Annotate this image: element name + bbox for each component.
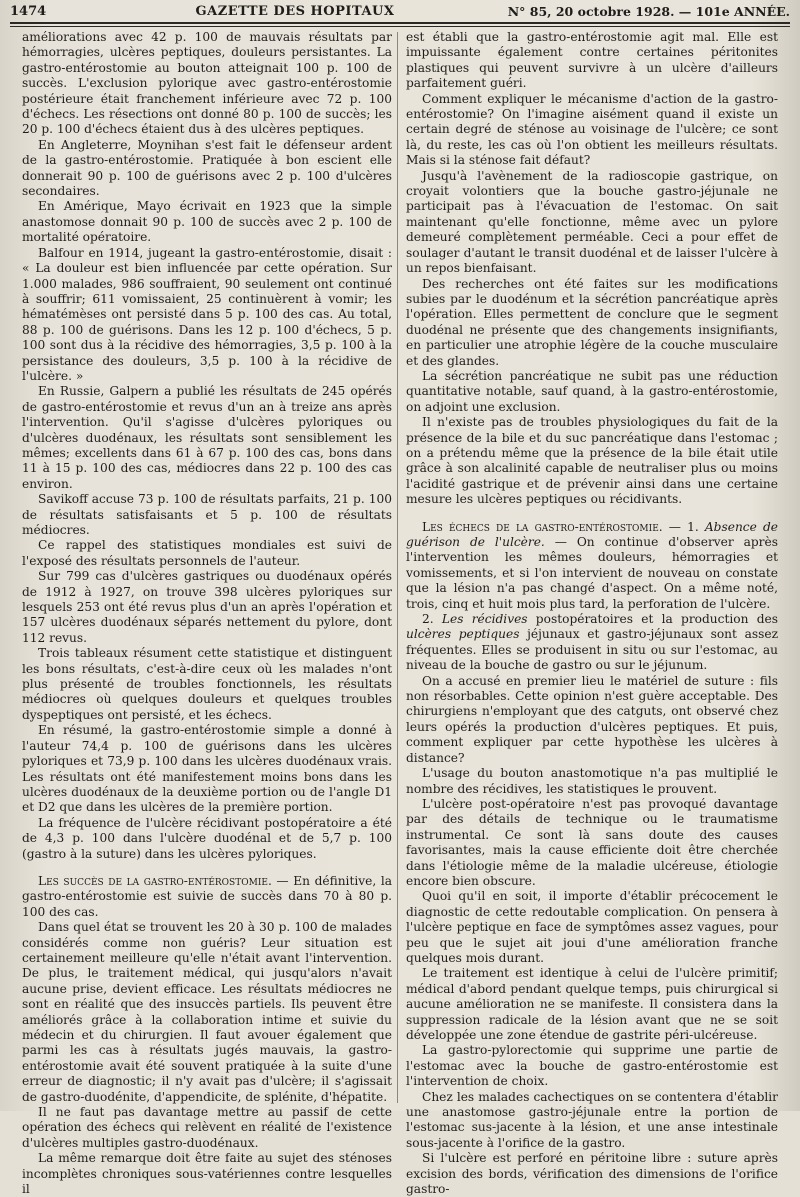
paragraph: Balfour en 1914, jugeant la gastro-entérostomie, disait : « La douleur est bien influencée par cette opération. Sur 1.000 malades, 986 souffraient, 90 seulement ont continué à souffrir; 611 vomissaient, 25 continuèrent à vomir; les hématémèses ont persisté dans 5 p. 100 des cas. Au total, 88 p. 100 de guérisons. Dans les 12 p. 100 d'échecs, 5 p. 100 sont dus à la récidive des hémorragies, 3,5 p. 100 à la persistance des douleurs, 3,5 p. 100 à la récidive de l'ulcère. » bbox=[22, 245, 392, 383]
paragraph: Savikoff accuse 73 p. 100 de résultats parfaits, 21 p. 100 de résultats satisfaisants et 5 p. 100 de résultats médiocres. bbox=[22, 492, 392, 537]
italic-term: ulcères peptiques bbox=[406, 627, 520, 642]
running-header bbox=[10, 0, 790, 24]
paragraph: En Russie, Galpern a publié les résultats de 245 opérés de gastro-entérostomie et revus d'un an à treize ans après l'intervention. Qu'il s'agisse d'ulcères pyloriques ou d'ulcères duodénaux, les résultats sont sensiblement les mêmes; excellents dans 61 à 67 p. 100 des cas, bons dans 11 à 15 p. 100 des cas, médiocres dans 22 p. 100 des cas environ. bbox=[22, 384, 392, 491]
section-number: — 1. bbox=[662, 519, 705, 534]
section-text: — On continue d'observer après l'intervention les mêmes douleurs, hémorragies et vomissements, et si l'on intervient de nouveau on constate que la lésion n'a pas changé d'aspect. On a même noté, trois, cinq et huit mois plus tard, la perforation de l'ulcère. bbox=[406, 535, 778, 611]
paragraph: Trois tableaux résument cette statistique et distinguent les bons résultats, c'est-à-dire ceux où les malades n'ont plus présenté de troubles fonctionnels, les résultats médiocres où quelques douleurs et quelques troubles dyspeptiques ont persisté, et les échecs. bbox=[22, 646, 392, 722]
paragraph: Il n'existe pas de troubles physiologiques du fait de la présence de la bile et du suc pancréatique dans l'estomac ; on a prétendu même que la présence de la bile était utile grâce à son alcalinité capable de neutraliser plus ou moins l'acidité gastrique et de prévenir ainsi dans une certaine mesure les ulcères peptiques ou récidivants. bbox=[406, 415, 778, 507]
paragraph: En Angleterre, Moynihan s'est fait le défenseur ardent de la gastro-entérostomie. Pratiquée à bon escient elle donnerait 90 p. 100 de guérisons avec 2 p. 100 d'ulcères secondaires. bbox=[22, 137, 392, 199]
paragraph: Comment expliquer le mécanisme d'action de la gastro-entérostomie? On l'imagine aisément quand il existe un certain degré de sténose au voisinage de l'ulcère; ce sont là, du reste, les cas où l'on obtient les meilleurs résultats. Mais si la sténose fait défaut? bbox=[406, 91, 778, 168]
paragraph: Chez les malades cachectiques on se contentera d'établir une anastomose gastro-jéjunale entre la portion de l'estomac sus-jacente à la lésion, et une anse intestinale sous-jacente à l'orifice de la gastro. bbox=[406, 1089, 778, 1150]
italic-term: Les récidives bbox=[441, 612, 528, 627]
paragraph bbox=[406, 612, 778, 674]
paragraph: Sur 799 cas d'ulcères gastriques ou duodénaux opérés de 1912 à 1927, on trouve 398 ulcères pyloriques sur lesquels 253 ont été revus plus d'un an après l'opération et 157 ulcères duodénaux séparés nettement du pylore, dont 112 revus. bbox=[22, 569, 392, 645]
paragraph: améliorations avec 42 p. 100 de mauvais résultats par hémorragies, ulcères peptiques, douleurs persistantes. La gastro-entérostomie au bouton atteignait 100 p. 100 de succès. L'exclusion pylorique avec gastro-entérostomie postérieure était franchement inférieure avec 72 p. 100 d'échecs. Les résections ont donné 80 p. 100 de succès; les 20 p. 100 d'échecs étaient dus à des ulcères peptiques. bbox=[22, 30, 392, 137]
paragraph: Ce rappel des statistiques mondiales est suivi de l'exposé des résultats personnels de l'auteur. bbox=[22, 538, 392, 568]
paragraph: Dans quel état se trouvent les 20 à 30 p. 100 de malades considérés comme non guéris? Leur situation est certainement meilleure qu'elle n'était avant l'intervention. De plus, le traitement médical, qui jusqu'alors n'avait aucune prise, devient efficace. Les résultats médiocres ne sont en réalité que des insuccès partiels. Ils peuvent être améliorés grâce à la collaboration intime et suivie du médecin et du chirurgien. Il faut avouer également que parmi les cas à résultats jugés mauvais, la gastro-entérostomie avait été souvent pratiquée à la suite d'une erreur de diagnostic; il n'y avait pas d'ulcère; il s'agissait de gastro-duodénite, d'appendicite, de splénite, d'hépatite. bbox=[22, 920, 392, 1104]
paragraph: En Amérique, Mayo écrivait en 1923 que la simple anastomose donnait 90 p. 100 de succès avec 2 p. 100 de mortalité opératoire. bbox=[22, 199, 392, 245]
paragraph: Quoi qu'il en soit, il importe d'établir précocement le diagnostic de cette redoutable complication. On pensera à l'ulcère peptique en face de symptômes assez vagues, pour peu que le sujet ait joui d'une amélioration franche quelques mois durant. bbox=[406, 889, 778, 965]
paragraph: Il ne faut pas davantage mettre au passif de cette opération des échecs qui relèvent en réalité de l'existence d'ulcères multiples gastro-duodénaux. bbox=[22, 1105, 392, 1150]
paragraph: On a accusé en premier lieu le matériel de suture : fils non résorbables. Cette opinion n'est guère acceptable. Des chirurgiens n'employant que des catguts, ont observé chez leurs opérés la production d'ulcères peptiques. Et puis, comment expliquer par cette hypothèse les ulcères à distance? bbox=[406, 673, 778, 765]
section-heading: Les échecs de la gastro-entérostomie. bbox=[422, 519, 663, 534]
paragraph-text: jéjunaux et gastro-jéjunaux sont assez fréquentes. Elles se produisent in situ ou sur l'estomac, au niveau de la bouche de gastro ou sur le jéjunum. bbox=[406, 627, 778, 673]
paragraph: Jusqu'à l'avènement de la radioscopie gastrique, on croyait volontiers que la bouche gastro-jéjunale ne participait pas à l'évacuation de l'estomac. On sait maintenant qu'elle fonctionne, même avec un pylore demeuré complètement perméable. Ceci a pour effet de soulager d'autant le transit duodénal et de laisser l'ulcère à un repos bienfaisant. bbox=[406, 168, 778, 276]
header-rule bbox=[10, 26, 790, 27]
paragraph: L'ulcère post-opératoire n'est pas provoqué davantage par des détails de technique ou le traumatisme instrumental. Ce sont là sans doute des causes favorisantes, mais la cause efficiente doit être cherchée dans l'étiologie même de la maladie ulcéreuse, étiologie encore bien obscure. bbox=[406, 796, 778, 888]
paragraph: L'usage du bouton anastomotique n'a pas multiplié le nombre des récidives, les statistiques le prouvent. bbox=[406, 766, 778, 796]
paragraph-text: postopératoires et la production des bbox=[527, 612, 778, 627]
paragraph: La même remarque doit être faite au sujet des sténoses incomplètes chroniques sous-vatériennes contre lesquelles il bbox=[22, 1151, 392, 1197]
section-text: — En définitive, la gastro-entérostomie est suivie de succès dans 70 à 80 p. 100 des cas. bbox=[22, 873, 392, 919]
paragraph: En résumé, la gastro-entérostomie simple a donné à l'auteur 74,4 p. 100 de guérisons dans les ulcères pyloriques et 73,9 p. 100 dans les ulcères duodénaux vrais. Les résultats ont été manifestement moins bons dans les ulcères duodénaux de la deuxième portion ou de l'angle D1 et D2 que dans les ulcères de la première portion. bbox=[22, 723, 392, 815]
page-number: 1474 bbox=[10, 3, 47, 19]
paragraph: est établi que la gastro-entérostomie agit mal. Elle est impuissante également contre certaines péritonites plastiques qui peuvent survivre à un ulcère d'ailleurs parfaitement guéri. bbox=[406, 30, 778, 91]
section-paragraph bbox=[406, 520, 778, 612]
section-subheading: Absence de guérison de l'ulcère. bbox=[406, 519, 778, 549]
column-divider bbox=[397, 32, 398, 1103]
section-paragraph bbox=[22, 874, 392, 920]
right-column bbox=[406, 30, 778, 1197]
journal-title: GAZETTE DES HOPITAUX bbox=[195, 3, 395, 19]
paragraph: La gastro-pylorectomie qui supprime une partie de l'estomac avec la bouche de gastro-entérostomie est l'intervention de choix. bbox=[406, 1043, 778, 1089]
paragraph: Des recherches ont été faites sur les modifications subies par le duodénum et la sécrétion pancréatique après l'opération. Elles permettent de conclure que le segment duodénal ne présente que des changements insignifiants, en particulier une atrophie légère de la couche musculaire et des glandes. bbox=[406, 276, 778, 368]
paragraph: Le traitement est identique à celui de l'ulcère primitif; médical d'abord pendant quelque temps, puis chirurgical si aucune amélioration ne se manifeste. Il consistera dans la suppression radicale de la lésion avant que ne se soit développée une zone étendue de gastrite péri-ulcéreuse. bbox=[406, 966, 778, 1042]
left-column bbox=[22, 30, 392, 1197]
item-number: 2. bbox=[422, 612, 442, 627]
paragraph: La sécrétion pancréatique ne subit pas une réduction quantitative notable, sauf quand, à la gastro-entérostomie, on adjoint une exclusion. bbox=[406, 368, 778, 414]
paragraph: La fréquence de l'ulcère récidivant postopératoire a été de 4,3 p. 100 dans l'ulcère duodénal et de 5,7 p. 100 (gastro à la suture) dans les ulcères pyloriques. bbox=[22, 815, 392, 861]
paragraph: Si l'ulcère est perforé en péritoine libre : suture après excision des bords, vérification des dimensions de l'orifice gastro- bbox=[406, 1151, 778, 1197]
issue-info: N° 85, 20 octobre 1928. — 101e ANNÉE. bbox=[507, 3, 790, 19]
section-heading: Les succès de la gastro-entérostomie. bbox=[38, 873, 272, 888]
